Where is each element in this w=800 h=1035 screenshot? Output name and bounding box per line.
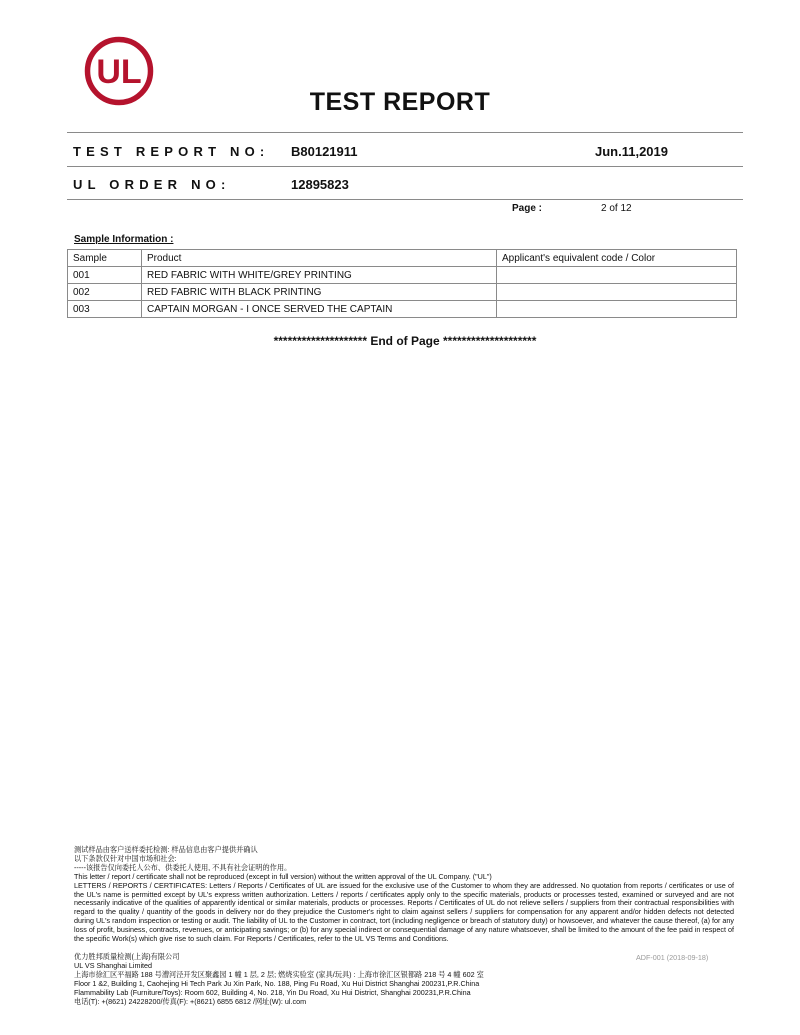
- code-color-cell: [497, 301, 737, 318]
- page-number: 2 of 12: [601, 203, 632, 214]
- address-cn: 上海市徐汇区平福路 188 号漕河泾开发区聚鑫园 1 幢 1 层, 2 层; 燃烧实验室 (家具/玩具) : 上海市徐汇区银都路 218 号 4 幢 602 室: [74, 969, 484, 979]
- sample-table: [67, 249, 737, 318]
- table-header-row: [68, 250, 737, 267]
- order-no-label: UL ORDER NO:: [73, 177, 231, 192]
- table-row: [68, 284, 737, 301]
- code-color-cell: [497, 284, 737, 301]
- column-header-code-color: Applicant's equivalent code / Color: [497, 250, 737, 267]
- sample-id-cell: 001: [68, 267, 142, 284]
- divider-bottom: [67, 199, 743, 200]
- disclaimer-line-cn-2: 以下条款仅针对中国市场和社会:: [74, 853, 177, 863]
- page-label: Page :: [512, 203, 543, 214]
- column-header-sample: Sample: [68, 250, 142, 267]
- sample-info-heading: Sample Information :: [74, 234, 174, 245]
- flammability-lab-address: Flammability Lab (Furniture/Toys): Room 602, Building 4, No. 218, Yin Du Road, Xu Hui District, Shanghai 200231,P.R.China: [74, 987, 471, 997]
- report-date: Jun.11,2019: [595, 144, 668, 159]
- form-code: ADF-001 (2018-09-18): [636, 953, 709, 962]
- table-row: [68, 267, 737, 284]
- document-title: TEST REPORT: [309, 88, 491, 116]
- sample-id-cell: 002: [68, 284, 142, 301]
- company-name-cn: 优力胜邦质量检测(上海)有限公司: [74, 952, 180, 961]
- report-no-label: TEST REPORT NO:: [73, 144, 270, 159]
- divider-top: [67, 132, 743, 133]
- contact-info: 电话(T): +(8621) 24228200/传真(F): +(8621) 6855 6812 /网址(W): ul.com: [74, 996, 307, 1006]
- disclaimer-terms-paragraph: LETTERS / REPORTS / CERTIFICATES: Letters / Reports / Certificates of UL are issued for the exclusive use of the Customer to whom they are addressed. No quotation from reports / certificates or use of the UL's name is permitted except by UL's express written authorization. Letters / reports / certificates apply only to the specific materials, products or processes tested, examined or surveyed and are not necessarily indicative of the qualities of apparently identical or similar materials, products or processes. Reports / Certificates of UL do not relieve sellers / suppliers from their contractual responsibilities with regard to the quality / quantity of the goods in delivery nor do they prejudice the Customer's right to claim against sellers / suppliers for compensation for any apparent and/or hidden defects not detected during UL's random inspection or testing or audit. The liability of UL to the Customer in contract, tort (including negligence or breach of statutory duty) or howsoever, and whatever the cause thereof, (a) for any loss of profit, business, contracts, revenues, or anticipating savings; or (b) for any special indirect or consequential damage of any nature whatsoever, shall be limited to the amount of the fee paid in respect of the specific Work(s) which give rise to such claim. For Reports / Certificates, refer to the UL VS Terms and Conditions.: [74, 880, 734, 944]
- sample-id-cell: 003: [68, 301, 142, 318]
- disclaimer-line-cn-1: 测试样品由客户送样委托检测: 样品信息由客户提供并确认: [74, 845, 258, 854]
- address-en: Floor 1 &2, Building 1, Caohejing Hi Tech Park Ju Xin Park, No. 188, Ping Fu Road, Xu Hui District Shanghai 200231,P.R.China: [74, 978, 480, 988]
- product-cell: RED FABRIC WITH WHITE/GREY PRINTING: [142, 267, 497, 284]
- ul-logo-text: UL: [96, 53, 142, 91]
- divider-middle: [67, 166, 743, 167]
- disclaimer-line-cn-3: -----该报告仅向委托人公布、供委托人使用, 不具有社会证明的作用。: [74, 862, 292, 872]
- code-color-cell: [497, 267, 737, 284]
- order-no-value: 12895823: [291, 177, 349, 192]
- disclaimer-line-reproduction: This letter / report / certificate shall not be reproduced (except in full version) without the written approval of the UL Company. ("UL"): [74, 871, 492, 881]
- company-name-en: UL VS Shanghai Limited: [74, 960, 153, 970]
- column-header-product: Product: [142, 250, 497, 267]
- report-no-value: B80121911: [291, 144, 358, 159]
- product-cell: RED FABRIC WITH BLACK PRINTING: [142, 284, 497, 301]
- footer-address: [74, 953, 634, 1006]
- product-cell: CAPTAIN MORGAN - I ONCE SERVED THE CAPTAIN: [142, 301, 497, 318]
- footer-disclaimer: [74, 846, 734, 944]
- end-of-page-marker: ******************** End of Page ********************: [273, 334, 537, 348]
- table-row: [68, 301, 737, 318]
